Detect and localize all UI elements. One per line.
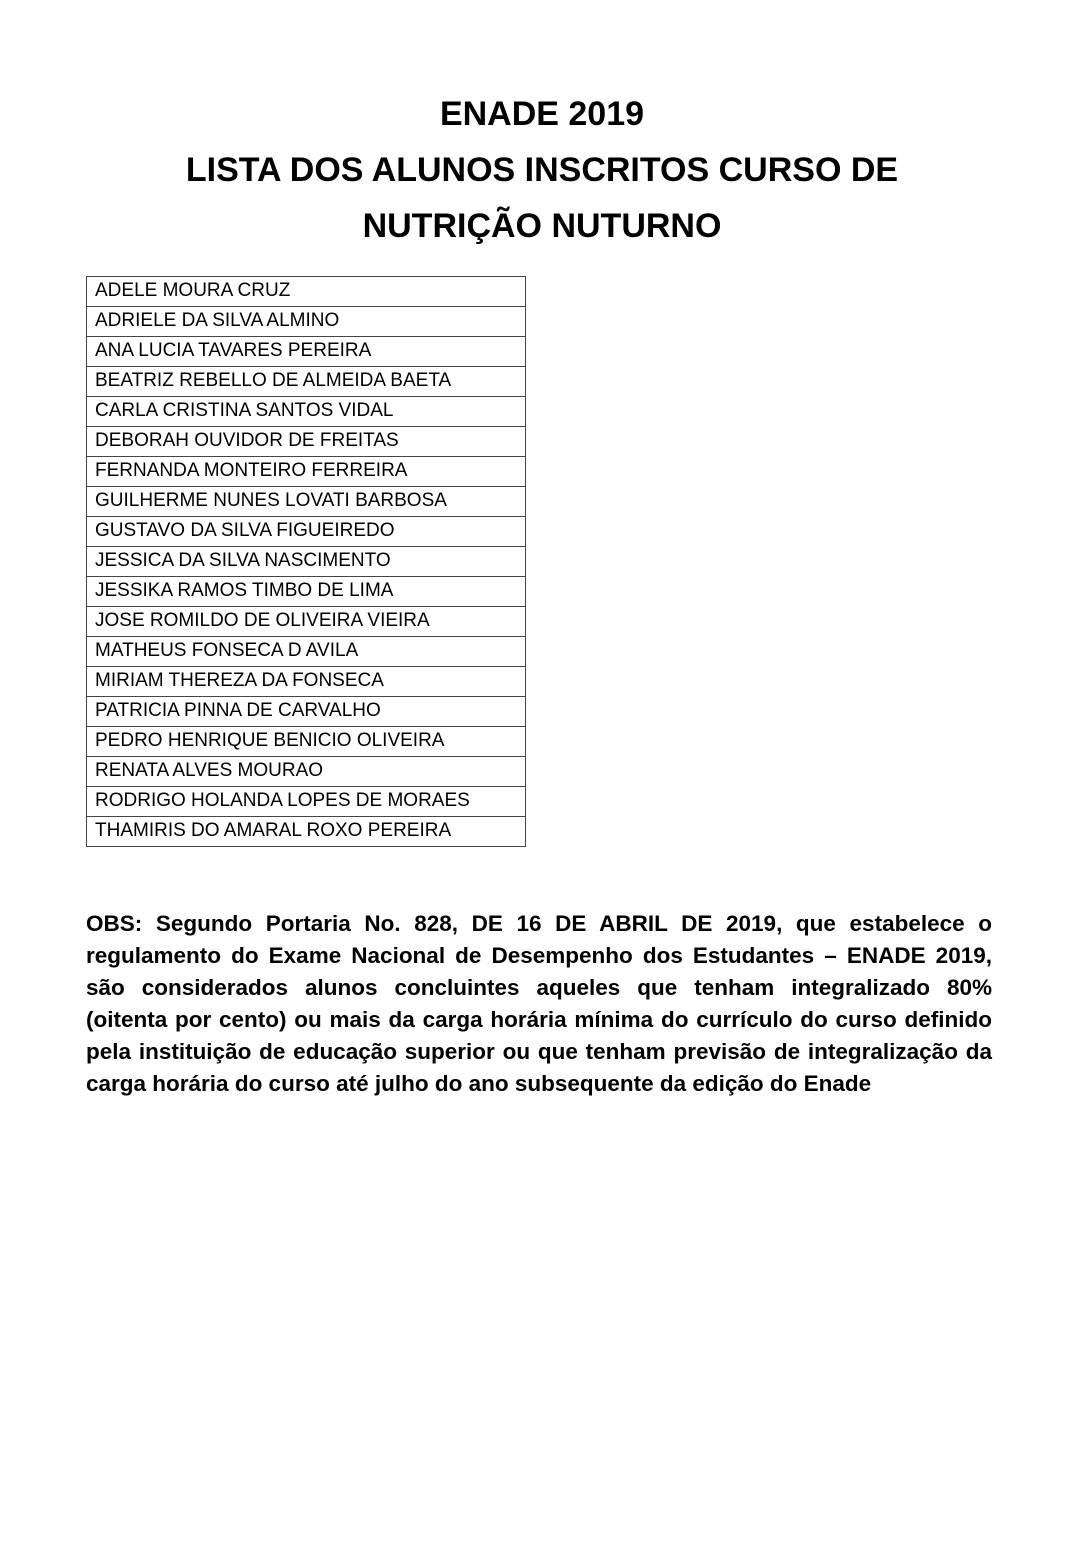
student-name-cell: THAMIRIS DO AMARAL ROXO PEREIRA — [87, 817, 526, 847]
student-name-cell: ANA LUCIA TAVARES PEREIRA — [87, 337, 526, 367]
table-row — [87, 277, 526, 307]
student-name-cell: ADRIELE DA SILVA ALMINO — [87, 307, 526, 337]
student-list — [87, 277, 526, 847]
table-row — [87, 637, 526, 667]
table-row — [87, 787, 526, 817]
table-row — [87, 397, 526, 427]
obs-note: OBS: Segundo Portaria No. 828, DE 16 DE ABRIL DE 2019, que estabelece o regulamento do Exame Nacional de Desempenho dos Estudantes – ENADE 2019, são considerados alunos concluintes aqueles que tenham integralizado 80% (oitenta por cento) ou mais da carga horária mínima do currículo do curso definido pela instituição de educação superior ou que tenham previsão de integralização da carga horária do curso até julho do ano subsequente da edição do Enade — [86, 911, 992, 1096]
table-row — [87, 547, 526, 577]
page-title — [0, 0, 1084, 254]
student-name-cell: JESSIKA RAMOS TIMBO DE LIMA — [87, 577, 526, 607]
table-row — [87, 577, 526, 607]
title-line-1: ENADE 2019 — [439, 95, 645, 133]
table-row — [87, 667, 526, 697]
student-name-cell: CARLA CRISTINA SANTOS VIDAL — [87, 397, 526, 427]
table-row — [87, 337, 526, 367]
student-name-cell: JESSICA DA SILVA NASCIMENTO — [87, 547, 526, 577]
student-table — [86, 276, 526, 847]
table-row — [87, 307, 526, 337]
table-row — [87, 487, 526, 517]
table-row — [87, 427, 526, 457]
student-name-cell: DEBORAH OUVIDOR DE FREITAS — [87, 427, 526, 457]
student-name-cell: BEATRIZ REBELLO DE ALMEIDA BAETA — [87, 367, 526, 397]
table-row — [87, 607, 526, 637]
student-name-cell: JOSE ROMILDO DE OLIVEIRA VIEIRA — [87, 607, 526, 637]
table-row — [87, 457, 526, 487]
student-name-cell: GUSTAVO DA SILVA FIGUEIREDO — [87, 517, 526, 547]
student-name-cell: RODRIGO HOLANDA LOPES DE MORAES — [87, 787, 526, 817]
table-row — [87, 697, 526, 727]
student-name-cell: RENATA ALVES MOURAO — [87, 757, 526, 787]
table-row — [87, 757, 526, 787]
title-line-3: NUTRIÇÃO NUTURNO — [362, 207, 722, 245]
student-name-cell: MIRIAM THEREZA DA FONSECA — [87, 667, 526, 697]
student-name-cell: MATHEUS FONSECA D AVILA — [87, 637, 526, 667]
student-name-cell: PEDRO HENRIQUE BENICIO OLIVEIRA — [87, 727, 526, 757]
student-name-cell: FERNANDA MONTEIRO FERREIRA — [87, 457, 526, 487]
student-name-cell: ADELE MOURA CRUZ — [87, 277, 526, 307]
table-row — [87, 367, 526, 397]
student-name-cell: GUILHERME NUNES LOVATI BARBOSA — [87, 487, 526, 517]
table-row — [87, 727, 526, 757]
table-row — [87, 517, 526, 547]
table-row — [87, 817, 526, 847]
title-line-2: LISTA DOS ALUNOS INSCRITOS CURSO DE — [185, 151, 899, 189]
student-name-cell: PATRICIA PINNA DE CARVALHO — [87, 697, 526, 727]
